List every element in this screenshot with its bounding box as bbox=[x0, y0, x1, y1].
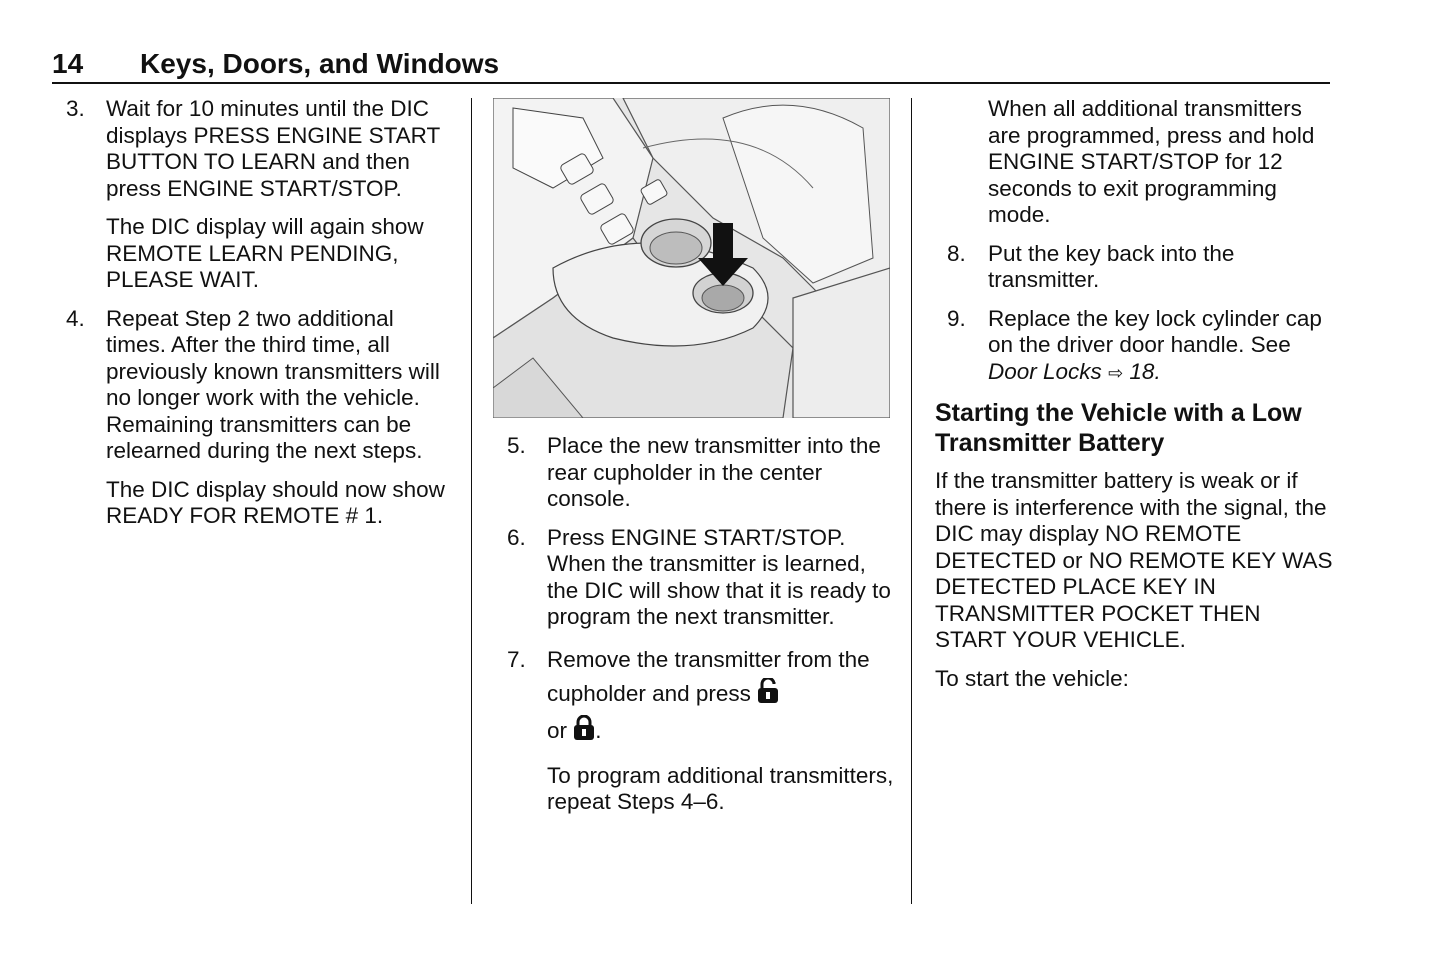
center-console-illustration bbox=[493, 98, 890, 418]
step-3 bbox=[62, 96, 457, 202]
step-number: 9. bbox=[947, 305, 966, 331]
step-9 bbox=[935, 306, 1335, 387]
step-5 bbox=[503, 433, 903, 513]
step-number: 7. bbox=[507, 646, 526, 672]
page-ref-arrow-icon: ⇨ bbox=[1108, 362, 1124, 383]
body-paragraph-2: To start the vehicle: bbox=[935, 665, 1129, 691]
lock-icon bbox=[573, 715, 595, 751]
body-paragraph: If the transmitter battery is weak or if there is interference with the signal, the DIC may display NO REMOTE DETECTED or NO REMOTE KEY WAS DETECTED PLACE KEY IN TRANSMITTER POCKET THEN START YOUR VEHICLE. bbox=[935, 468, 1333, 652]
step-4 bbox=[62, 306, 457, 465]
step-text: Remove the transmitter from the cupholder and press bbox=[547, 646, 870, 706]
page-header bbox=[52, 46, 1330, 84]
step-text: Repeat Step 2 two additional times. After the third time, all previously known transmitters will no longer work with the vehicle. Remaining transmitters can be relearned during the next steps. bbox=[106, 305, 440, 463]
step-4-note: The DIC display should now show READY FOR REMOTE # 1. bbox=[106, 476, 445, 528]
step-text-or: or bbox=[547, 717, 568, 743]
step-7-continued: When all additional transmitters are programmed, press and hold ENGINE START/STOP for 12 seconds to exit programming mode. bbox=[988, 96, 1315, 227]
console-drawing bbox=[493, 98, 890, 418]
step-7-note: To program additional transmitters, repeat Steps 4–6. bbox=[547, 762, 894, 814]
section-title: Keys, Doors, and Windows bbox=[140, 48, 500, 79]
step-7 bbox=[503, 643, 903, 751]
step-number: 6. bbox=[507, 524, 526, 550]
column-left bbox=[62, 96, 457, 542]
step-number: 3. bbox=[66, 96, 85, 121]
column-middle bbox=[503, 433, 903, 828]
step-text: Replace the key lock cylinder cap on the driver door handle. See bbox=[988, 305, 1322, 357]
page-ref-number[interactable]: 18 bbox=[1129, 358, 1155, 384]
column-right bbox=[935, 96, 1335, 704]
column-divider-left bbox=[471, 98, 472, 904]
step-6 bbox=[503, 525, 903, 631]
section-heading: Starting the Vehicle with a Low Transmitter Battery bbox=[935, 399, 1302, 457]
page-number: 14 bbox=[52, 48, 84, 79]
step-text: Place the new transmitter into the rear cupholder in the center console. bbox=[547, 433, 881, 511]
unlock-icon bbox=[757, 678, 779, 714]
step-text-end: . bbox=[595, 717, 602, 743]
step-3-note: The DIC display will again show REMOTE LEARN PENDING, PLEASE WAIT. bbox=[106, 214, 424, 292]
step-number: 4. bbox=[66, 305, 85, 331]
step-8 bbox=[935, 241, 1335, 294]
step-text: Press ENGINE START/STOP. When the transmitter is learned, the DIC will show that it is ready to program the next transmitter. bbox=[547, 524, 891, 629]
step-text-end: . bbox=[1154, 358, 1161, 384]
step-number: 5. bbox=[507, 433, 526, 458]
step-text: Wait for 10 minutes until the DIC displays PRESS ENGINE START BUTTON TO LEARN and then press ENGINE START/STOP. bbox=[106, 96, 440, 201]
step-text: Put the key back into the transmitter. bbox=[988, 240, 1235, 292]
door-locks-link[interactable]: Door Locks bbox=[988, 358, 1102, 384]
column-divider-right bbox=[911, 98, 912, 904]
step-number: 8. bbox=[947, 240, 966, 266]
